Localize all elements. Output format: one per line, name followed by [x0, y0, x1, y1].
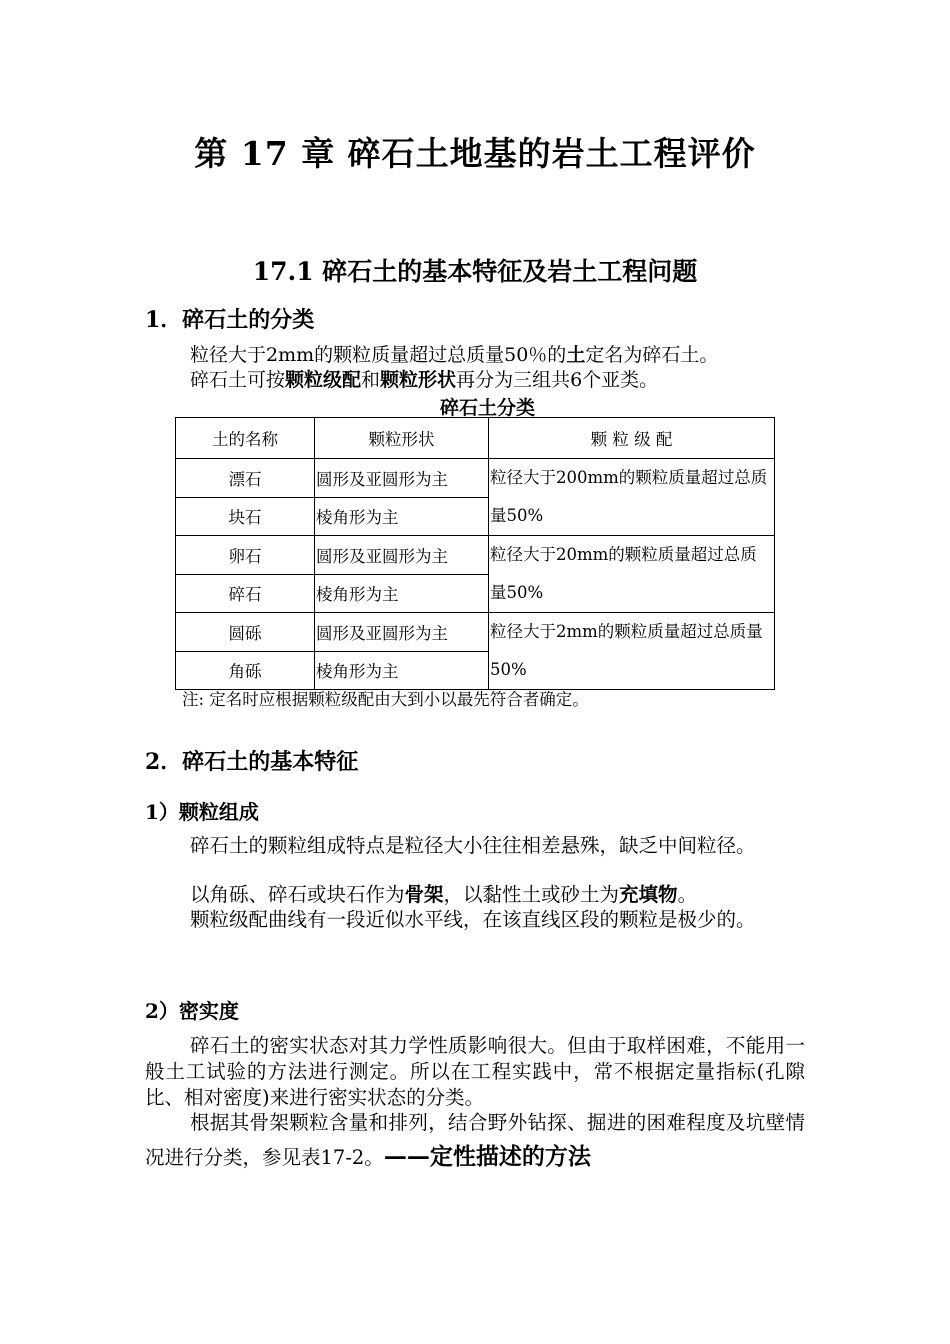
cell-name: 碎石 [176, 574, 315, 613]
cell-shape: 圆形及亚圆形为主 [315, 536, 489, 575]
heading-classification: 1．碎石土的分类 [145, 307, 315, 333]
cell-name: 角砾 [176, 651, 315, 690]
paragraph-skeleton: 以角砾、碎石或块石作为骨架，以黏性土或砂土为充填物。 [190, 883, 698, 906]
paragraph-gradation-curve: 颗粒级配曲线有一段近似水平线，在该直线区段的颗粒是极少的。 [190, 908, 756, 931]
cell-shape: 棱角形为主 [315, 574, 489, 613]
cell-shape: 圆形及亚圆形为主 [315, 459, 489, 498]
header-shape: 颗粒形状 [315, 418, 489, 459]
cell-shape: 圆形及亚圆形为主 [315, 613, 489, 652]
chapter-title: 第 17 章 碎石土地基的岩土工程评价 [194, 134, 756, 173]
cell-gradation: 粒径大于2mm的颗粒质量超过总质量50% [489, 613, 775, 690]
cell-name: 卵石 [176, 536, 315, 575]
cell-gradation: 粒径大于20mm的颗粒质量超过总质量50% [489, 536, 775, 613]
table-row [176, 459, 775, 498]
paragraph-classification-method: 根据其骨架颗粒含量和排列，结合野外钻探、掘进的困难程度及坑壁情况进行分类，参见表17-2。——定性描述的方法 [145, 1111, 805, 1170]
section-title: 17.1 碎石土的基本特征及岩土工程问题 [252, 257, 698, 286]
cell-shape: 棱角形为主 [315, 497, 489, 536]
cell-shape: 棱角形为主 [315, 651, 489, 690]
header-name: 土的名称 [176, 418, 315, 459]
cell-name: 块石 [176, 497, 315, 536]
heading-particle-composition: 1）颗粒组成 [145, 800, 259, 824]
table-row [176, 536, 775, 575]
paragraph-subclass: 碎石土可按颗粒级配和颗粒形状再分为三组共6个亚类。 [190, 369, 659, 391]
classification-table [175, 417, 775, 690]
paragraph-definition: 粒径大于2mm的颗粒质量超过总质量50％的土定名为碎石土。 [190, 344, 719, 366]
paragraph-density: 碎石土的密实状态对其力学性质影响很大。但由于取样困难，不能用一般土工试验的方法进行测定。所以在工程实践中，常不根据定量指标(孔隙比、相对密度)来进行密实状态的分类。 [145, 1034, 805, 1109]
table-caption: 碎石土分类 [440, 397, 536, 419]
table-row [176, 613, 775, 652]
heading-density: 2）密实度 [145, 999, 239, 1023]
table-header-row [176, 418, 775, 459]
paragraph-composition: 碎石土的颗粒组成特点是粒径大小往往相差悬殊，缺乏中间粒径。 [190, 834, 756, 857]
cell-name: 圆砾 [176, 613, 315, 652]
table-note: 注: 定名时应根据颗粒级配由大到小以最先符合者确定。 [182, 690, 589, 709]
header-gradation: 颗 粒 级 配 [489, 418, 775, 459]
cell-name: 漂石 [176, 459, 315, 498]
heading-basic-features: 2．碎石土的基本特征 [145, 749, 359, 775]
cell-gradation: 粒径大于200mm的颗粒质量超过总质量50% [489, 459, 775, 536]
